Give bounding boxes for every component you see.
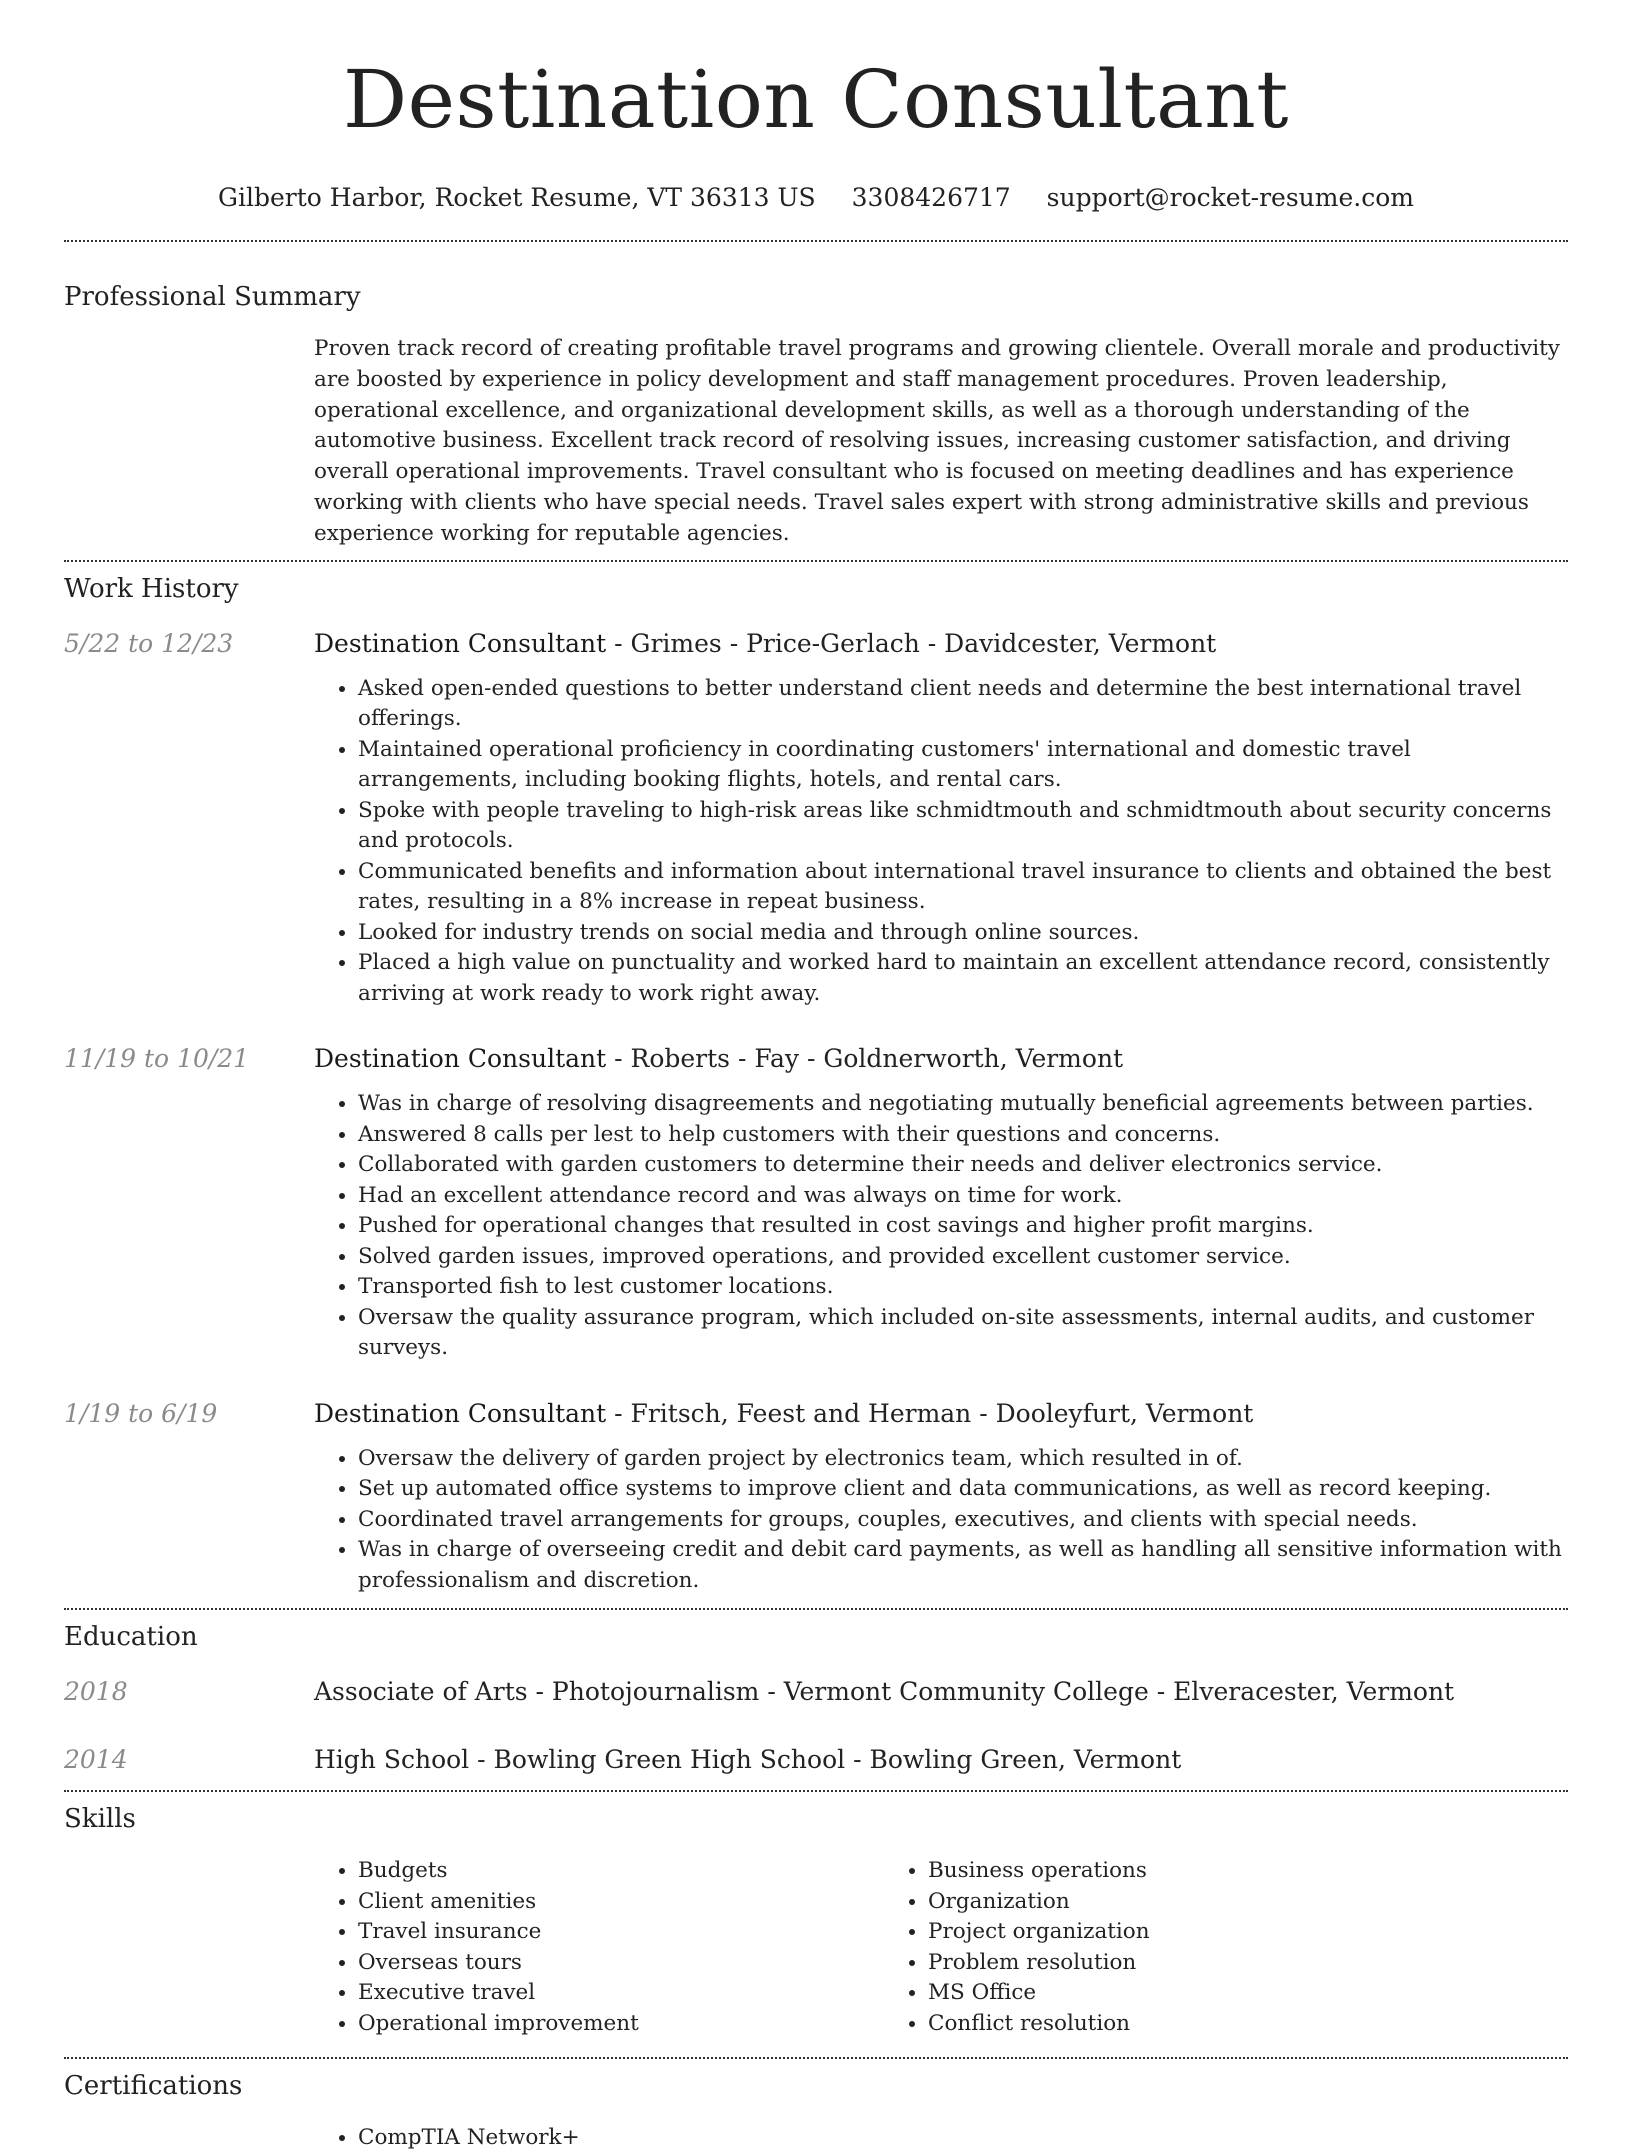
job-bullets bbox=[314, 1089, 1568, 1364]
list-item: • Overseas tours bbox=[358, 1948, 884, 1979]
job-employer: - Fritsch, Feest and Herman - Dooleyfurt, Vermont bbox=[606, 1398, 1254, 1428]
list-item: • Operational improvement bbox=[358, 2009, 884, 2040]
contact-address: Gilberto Harbor, Rocket Resume, VT 36313 US bbox=[218, 183, 816, 212]
section-divider bbox=[64, 240, 1568, 242]
education-school: - Bowling Green High School - Bowling Green, Vermont bbox=[469, 1745, 1182, 1775]
list-item: • Placed a high value on punctuality and worked hard to maintain an excellent attendance record, consistently arriving at work ready to work right away. bbox=[358, 948, 1568, 1009]
section-divider bbox=[64, 560, 1568, 562]
section-divider bbox=[64, 2057, 1568, 2059]
certifications-title: Certifications bbox=[64, 2071, 243, 2102]
job-dates: 11/19 to 10/21 bbox=[64, 1044, 250, 1074]
skills-title: Skills bbox=[64, 1804, 136, 1835]
summary-title: Professional Summary bbox=[64, 282, 361, 312]
list-item: • Problem resolution bbox=[928, 1948, 1150, 1979]
resume-header bbox=[64, 0, 1568, 214]
education-entry bbox=[64, 1676, 1568, 1708]
skills-list-right bbox=[884, 1856, 1150, 2039]
section-divider bbox=[64, 1790, 1568, 1792]
education-title: Education bbox=[64, 1622, 198, 1653]
list-item: • Spoke with people traveling to high-risk areas like schmidtmouth and schmidtmouth about security concerns and protocols. bbox=[358, 796, 1568, 857]
job-bullets bbox=[314, 1444, 1568, 1597]
job-title bbox=[314, 1398, 1568, 1430]
list-item: • Had an excellent attendance record and was always on time for work. bbox=[358, 1181, 1568, 1212]
list-item: • Oversaw the quality assurance program, which included on-site assessments, internal audits, and customer surveys. bbox=[358, 1303, 1568, 1364]
list-item: • Communicated benefits and information about international travel insurance to clients and obtained the best rates, resulting in a 8% increase in repeat business. bbox=[358, 857, 1568, 918]
contact-phone: 3308426717 bbox=[851, 183, 1011, 212]
job-role: Destination Consultant bbox=[314, 1398, 607, 1428]
education-detail bbox=[314, 1676, 1568, 1708]
job-entry bbox=[64, 1043, 1568, 1364]
education-section bbox=[64, 1620, 1568, 1776]
education-degree: Associate of Arts bbox=[314, 1677, 528, 1707]
list-item: • Solved garden issues, improved operations, and provided excellent customer service. bbox=[358, 1242, 1568, 1273]
list-item: • Transported fish to lest customer locations. bbox=[358, 1272, 1568, 1303]
list-item: • Business operations bbox=[928, 1856, 1150, 1887]
list-item: • Looked for industry trends on social media and through online sources. bbox=[358, 918, 1568, 949]
summary-section bbox=[64, 280, 1568, 550]
certifications-list bbox=[314, 2123, 580, 2154]
work-history-section bbox=[64, 572, 1568, 1597]
list-item: • Coordinated travel arrangements for groups, couples, executives, and clients with special needs. bbox=[358, 1505, 1568, 1536]
job-role: Destination Consultant bbox=[314, 1044, 607, 1074]
education-year: 2014 bbox=[64, 1745, 128, 1775]
education-year: 2018 bbox=[64, 1677, 128, 1707]
education-detail bbox=[314, 1744, 1568, 1776]
list-item: • CompTIA Network+ bbox=[358, 2123, 580, 2154]
job-title bbox=[314, 1043, 1568, 1075]
list-item: • Organization bbox=[928, 1887, 1150, 1918]
list-item: • Budgets bbox=[358, 1856, 884, 1887]
list-item: • Was in charge of overseeing credit and debit card payments, as well as handling all sensitive information with professionalism and discretion. bbox=[358, 1535, 1568, 1596]
job-dates: 5/22 to 12/23 bbox=[64, 628, 234, 658]
list-item: • Answered 8 calls per lest to help customers with their questions and concerns. bbox=[358, 1120, 1568, 1151]
list-item: • Oversaw the delivery of garden project by electronics team, which resulted in of. bbox=[358, 1444, 1568, 1475]
certifications-section bbox=[64, 2069, 1568, 2154]
list-item: • Travel insurance bbox=[358, 1917, 884, 1948]
list-item: • Conflict resolution bbox=[928, 2009, 1150, 2040]
list-item: • Pushed for operational changes that resulted in cost savings and higher profit margins. bbox=[358, 1211, 1568, 1242]
section-divider bbox=[64, 1608, 1568, 1610]
job-role: Destination Consultant bbox=[314, 628, 607, 658]
job-title bbox=[314, 628, 1568, 660]
contact-email: support@rocket-resume.com bbox=[1046, 183, 1414, 212]
candidate-name: Destination Consultant bbox=[343, 53, 1289, 146]
job-entry bbox=[64, 1398, 1568, 1597]
list-item: • Asked open-ended questions to better understand client needs and determine the best international travel offerings. bbox=[358, 674, 1568, 735]
job-bullets bbox=[314, 674, 1568, 1010]
list-item: • MS Office bbox=[928, 1978, 1150, 2009]
list-item: • Client amenities bbox=[358, 1887, 884, 1918]
list-item: • Set up automated office systems to improve client and data communications, as well as record keeping. bbox=[358, 1474, 1568, 1505]
list-item: • Collaborated with garden customers to determine their needs and deliver electronics service. bbox=[358, 1150, 1568, 1181]
skills-list-left bbox=[314, 1856, 884, 2039]
job-employer: - Roberts - Fay - Goldnerworth, Vermont bbox=[606, 1044, 1124, 1074]
certifications-columns bbox=[314, 2123, 1568, 2154]
job-entry bbox=[64, 628, 1568, 1010]
contact-line bbox=[64, 182, 1568, 214]
education-entry bbox=[64, 1744, 1568, 1776]
education-school: - Photojournalism - Vermont Community College - Elveracester, Vermont bbox=[527, 1677, 1455, 1707]
summary-text: Proven track record of creating profitable travel programs and growing clientele. Overall morale and productivity are boosted by experience in policy development and staff management procedures. Proven leadership, operational excellence, and organizational development skills, as well as a thorough understanding of the automotive business. Excellent track record of resolving issues, increasing customer satisfaction, and driving overall operational improvements. Travel consultant who is focused on meeting deadlines and has experience working with clients who have special needs. Travel sales expert with strong administrative skills and previous experience working for reputable agencies. bbox=[314, 336, 1560, 546]
list-item: • Executive travel bbox=[358, 1978, 884, 2009]
skills-section bbox=[64, 1802, 1568, 2039]
list-item: • Maintained operational proficiency in coordinating customers' international and domestic travel arrangements, including booking flights, hotels, and rental cars. bbox=[358, 735, 1568, 796]
skills-columns bbox=[314, 1856, 1568, 2039]
list-item: • Was in charge of resolving disagreements and negotiating mutually beneficial agreements between parties. bbox=[358, 1089, 1568, 1120]
job-dates: 1/19 to 6/19 bbox=[64, 1398, 218, 1428]
work-history-title: Work History bbox=[64, 573, 239, 604]
list-item: • Project organization bbox=[928, 1917, 1150, 1948]
education-degree: High School bbox=[314, 1745, 470, 1775]
job-employer: - Grimes - Price-Gerlach - Davidcester, Vermont bbox=[606, 628, 1217, 658]
